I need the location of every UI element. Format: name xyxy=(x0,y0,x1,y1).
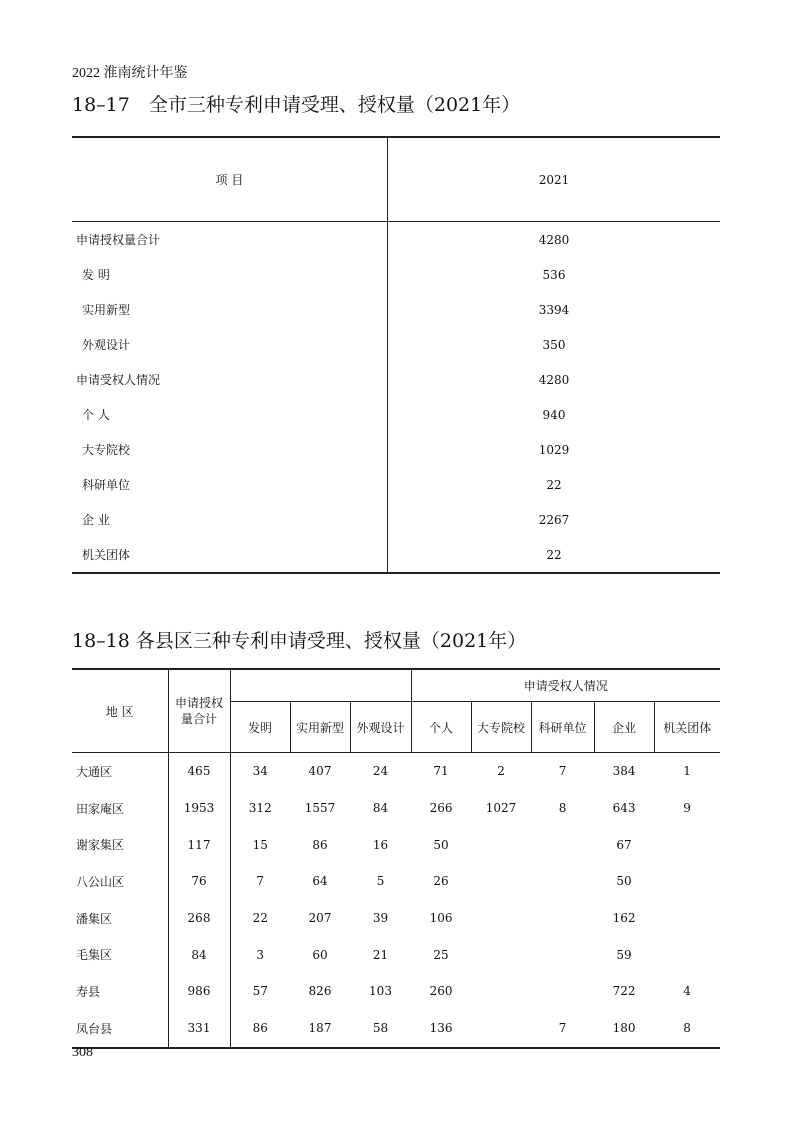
table-cell: 7 xyxy=(558,764,567,779)
region-name: 寿县 xyxy=(72,973,168,1010)
table-cell: 180 xyxy=(594,1010,654,1048)
table2-head-col: 实用新型 xyxy=(290,702,350,753)
table-cell xyxy=(471,936,531,973)
table-cell: 15 xyxy=(252,837,268,852)
table-row xyxy=(72,362,720,397)
table-row xyxy=(72,257,720,292)
table-cell: 266 xyxy=(429,801,453,816)
row-label: 申请受权人情况 xyxy=(72,362,388,397)
table-cell: 26 xyxy=(433,874,449,889)
row-value: 4280 xyxy=(538,232,570,247)
table-cell: 268 xyxy=(168,900,230,937)
region-name: 潘集区 xyxy=(72,900,168,937)
book-title: 2022 淮南统计年鉴 xyxy=(72,66,188,81)
table-cell: 86 xyxy=(230,1010,290,1048)
row-value: 940 xyxy=(542,407,566,422)
table-row xyxy=(72,502,720,537)
row-value: 536 xyxy=(542,267,566,282)
row-value: 2267 xyxy=(538,512,570,527)
table-cell: 50 xyxy=(433,837,449,852)
table-cell: 1953 xyxy=(168,790,230,827)
table-cell: 722 xyxy=(612,984,636,999)
region-name: 大通区 xyxy=(72,753,168,790)
table-cell: 384 xyxy=(612,764,636,779)
row-value: 3394 xyxy=(538,302,570,317)
table-cell: 106 xyxy=(429,911,453,926)
table1-title: 18–17 全市三种专利申请受理、授权量（2021年） xyxy=(72,94,521,116)
table-cell: 103 xyxy=(369,984,392,999)
table-cell: 643 xyxy=(612,801,636,816)
row-label: 申请授权量合计 xyxy=(72,222,388,258)
table-cell: 58 xyxy=(350,1010,411,1048)
table-cell: 7 xyxy=(531,1010,594,1048)
table-cell: 117 xyxy=(168,826,230,863)
table-row xyxy=(72,432,720,467)
table-cell: 986 xyxy=(168,973,230,1010)
page-number: 308 xyxy=(72,1045,93,1060)
row-value: 4280 xyxy=(538,372,570,387)
city-patent-table xyxy=(72,136,720,574)
table2-head-col: 大专院校 xyxy=(471,702,531,753)
table-cell xyxy=(471,863,531,900)
table2-head-region: 地 区 xyxy=(72,669,168,753)
table-cell: 1 xyxy=(683,764,691,779)
table-cell xyxy=(531,973,594,1010)
table-row xyxy=(72,537,720,573)
table-row xyxy=(72,973,720,1010)
row-label: 发 明 xyxy=(72,257,388,292)
table2-head-col: 外观设计 xyxy=(350,702,411,753)
table-cell: 2 xyxy=(497,764,505,779)
table-row xyxy=(72,936,720,973)
region-name: 谢家集区 xyxy=(72,826,168,863)
table2-head-patent-group xyxy=(230,669,411,702)
table-cell: 4 xyxy=(683,984,691,999)
table2-head-col: 发明 xyxy=(230,702,290,753)
table-row xyxy=(72,292,720,327)
table-cell xyxy=(531,863,594,900)
region-name: 凤台县 xyxy=(72,1010,168,1048)
region-name: 毛集区 xyxy=(72,936,168,973)
table1-head-item: 项 目 xyxy=(72,137,388,222)
table-row xyxy=(72,826,720,863)
table-cell: 3 xyxy=(256,947,265,962)
table-cell: 826 xyxy=(308,984,332,999)
table-row xyxy=(72,1010,720,1048)
table-cell: 207 xyxy=(308,911,332,926)
row-value: 1029 xyxy=(538,442,570,457)
table-cell: 39 xyxy=(372,911,389,926)
table2-head-col: 科研单位 xyxy=(531,702,594,753)
table-cell: 1027 xyxy=(485,801,517,816)
table-cell: 465 xyxy=(168,753,230,790)
table-row xyxy=(72,467,720,502)
region-name: 八公山区 xyxy=(72,863,168,900)
table-cell xyxy=(531,826,594,863)
table-cell: 76 xyxy=(168,863,230,900)
table-cell xyxy=(654,936,720,973)
table2-head-col: 企业 xyxy=(594,702,654,753)
table-cell: 8 xyxy=(654,1010,720,1048)
table-row xyxy=(72,397,720,432)
table-row xyxy=(72,327,720,362)
table-cell: 60 xyxy=(312,947,328,962)
table-cell xyxy=(654,863,720,900)
table-cell: 1557 xyxy=(304,801,336,816)
row-label: 大专院校 xyxy=(72,432,388,467)
row-label: 科研单位 xyxy=(72,467,388,502)
table-cell: 260 xyxy=(429,984,453,999)
row-label: 个 人 xyxy=(72,397,388,432)
table-cell: 407 xyxy=(308,764,332,779)
row-value: 22 xyxy=(388,537,721,573)
table-cell: 34 xyxy=(252,764,268,779)
table-cell: 187 xyxy=(290,1010,350,1048)
table-cell: 84 xyxy=(372,801,389,816)
table-cell: 7 xyxy=(256,874,265,889)
row-label: 机关团体 xyxy=(72,537,388,573)
table2-head-applicant-group: 申请受权人情况 xyxy=(411,669,720,702)
table-cell xyxy=(471,1010,531,1048)
row-label: 企 业 xyxy=(72,502,388,537)
table-cell: 22 xyxy=(252,911,268,926)
table-row xyxy=(72,900,720,937)
table-cell: 331 xyxy=(168,1010,230,1048)
table-row xyxy=(72,753,720,790)
table2-title: 18–18 各县区三种专利申请受理、授权量（2021年） xyxy=(72,630,527,652)
table-cell: 67 xyxy=(616,837,632,852)
table2-head-total: 申请授权量合计 xyxy=(168,669,230,753)
table-cell xyxy=(654,900,720,937)
table1-head-year: 2021 xyxy=(388,137,721,222)
table-cell xyxy=(531,900,594,937)
table-cell: 71 xyxy=(433,764,449,779)
table-cell: 24 xyxy=(372,764,389,779)
table-cell: 136 xyxy=(411,1010,471,1048)
table-cell xyxy=(471,973,531,1010)
table-cell: 312 xyxy=(248,801,272,816)
table-cell: 25 xyxy=(433,947,449,962)
table-cell: 21 xyxy=(372,947,389,962)
table-cell: 9 xyxy=(683,801,691,816)
table2-head-col: 机关团体 xyxy=(654,702,720,753)
table-row xyxy=(72,222,720,258)
table-cell xyxy=(471,900,531,937)
region-name: 田家庵区 xyxy=(72,790,168,827)
row-label: 实用新型 xyxy=(72,292,388,327)
table-cell: 162 xyxy=(612,911,636,926)
table-cell xyxy=(531,936,594,973)
table-row xyxy=(72,790,720,827)
table-cell xyxy=(471,826,531,863)
row-label: 外观设计 xyxy=(72,327,388,362)
table-cell: 16 xyxy=(372,837,389,852)
table-cell: 84 xyxy=(168,936,230,973)
table2-head-col: 个人 xyxy=(411,702,471,753)
row-value: 22 xyxy=(546,477,562,492)
table-cell: 86 xyxy=(312,837,328,852)
table-cell xyxy=(654,826,720,863)
table-cell: 5 xyxy=(376,874,385,889)
table-cell: 8 xyxy=(558,801,567,816)
table-cell: 64 xyxy=(312,874,328,889)
table-cell: 57 xyxy=(252,984,268,999)
row-value: 350 xyxy=(542,337,566,352)
table-cell: 59 xyxy=(616,947,632,962)
table-cell: 50 xyxy=(616,874,632,889)
table-row xyxy=(72,863,720,900)
county-patent-table xyxy=(72,668,720,1049)
